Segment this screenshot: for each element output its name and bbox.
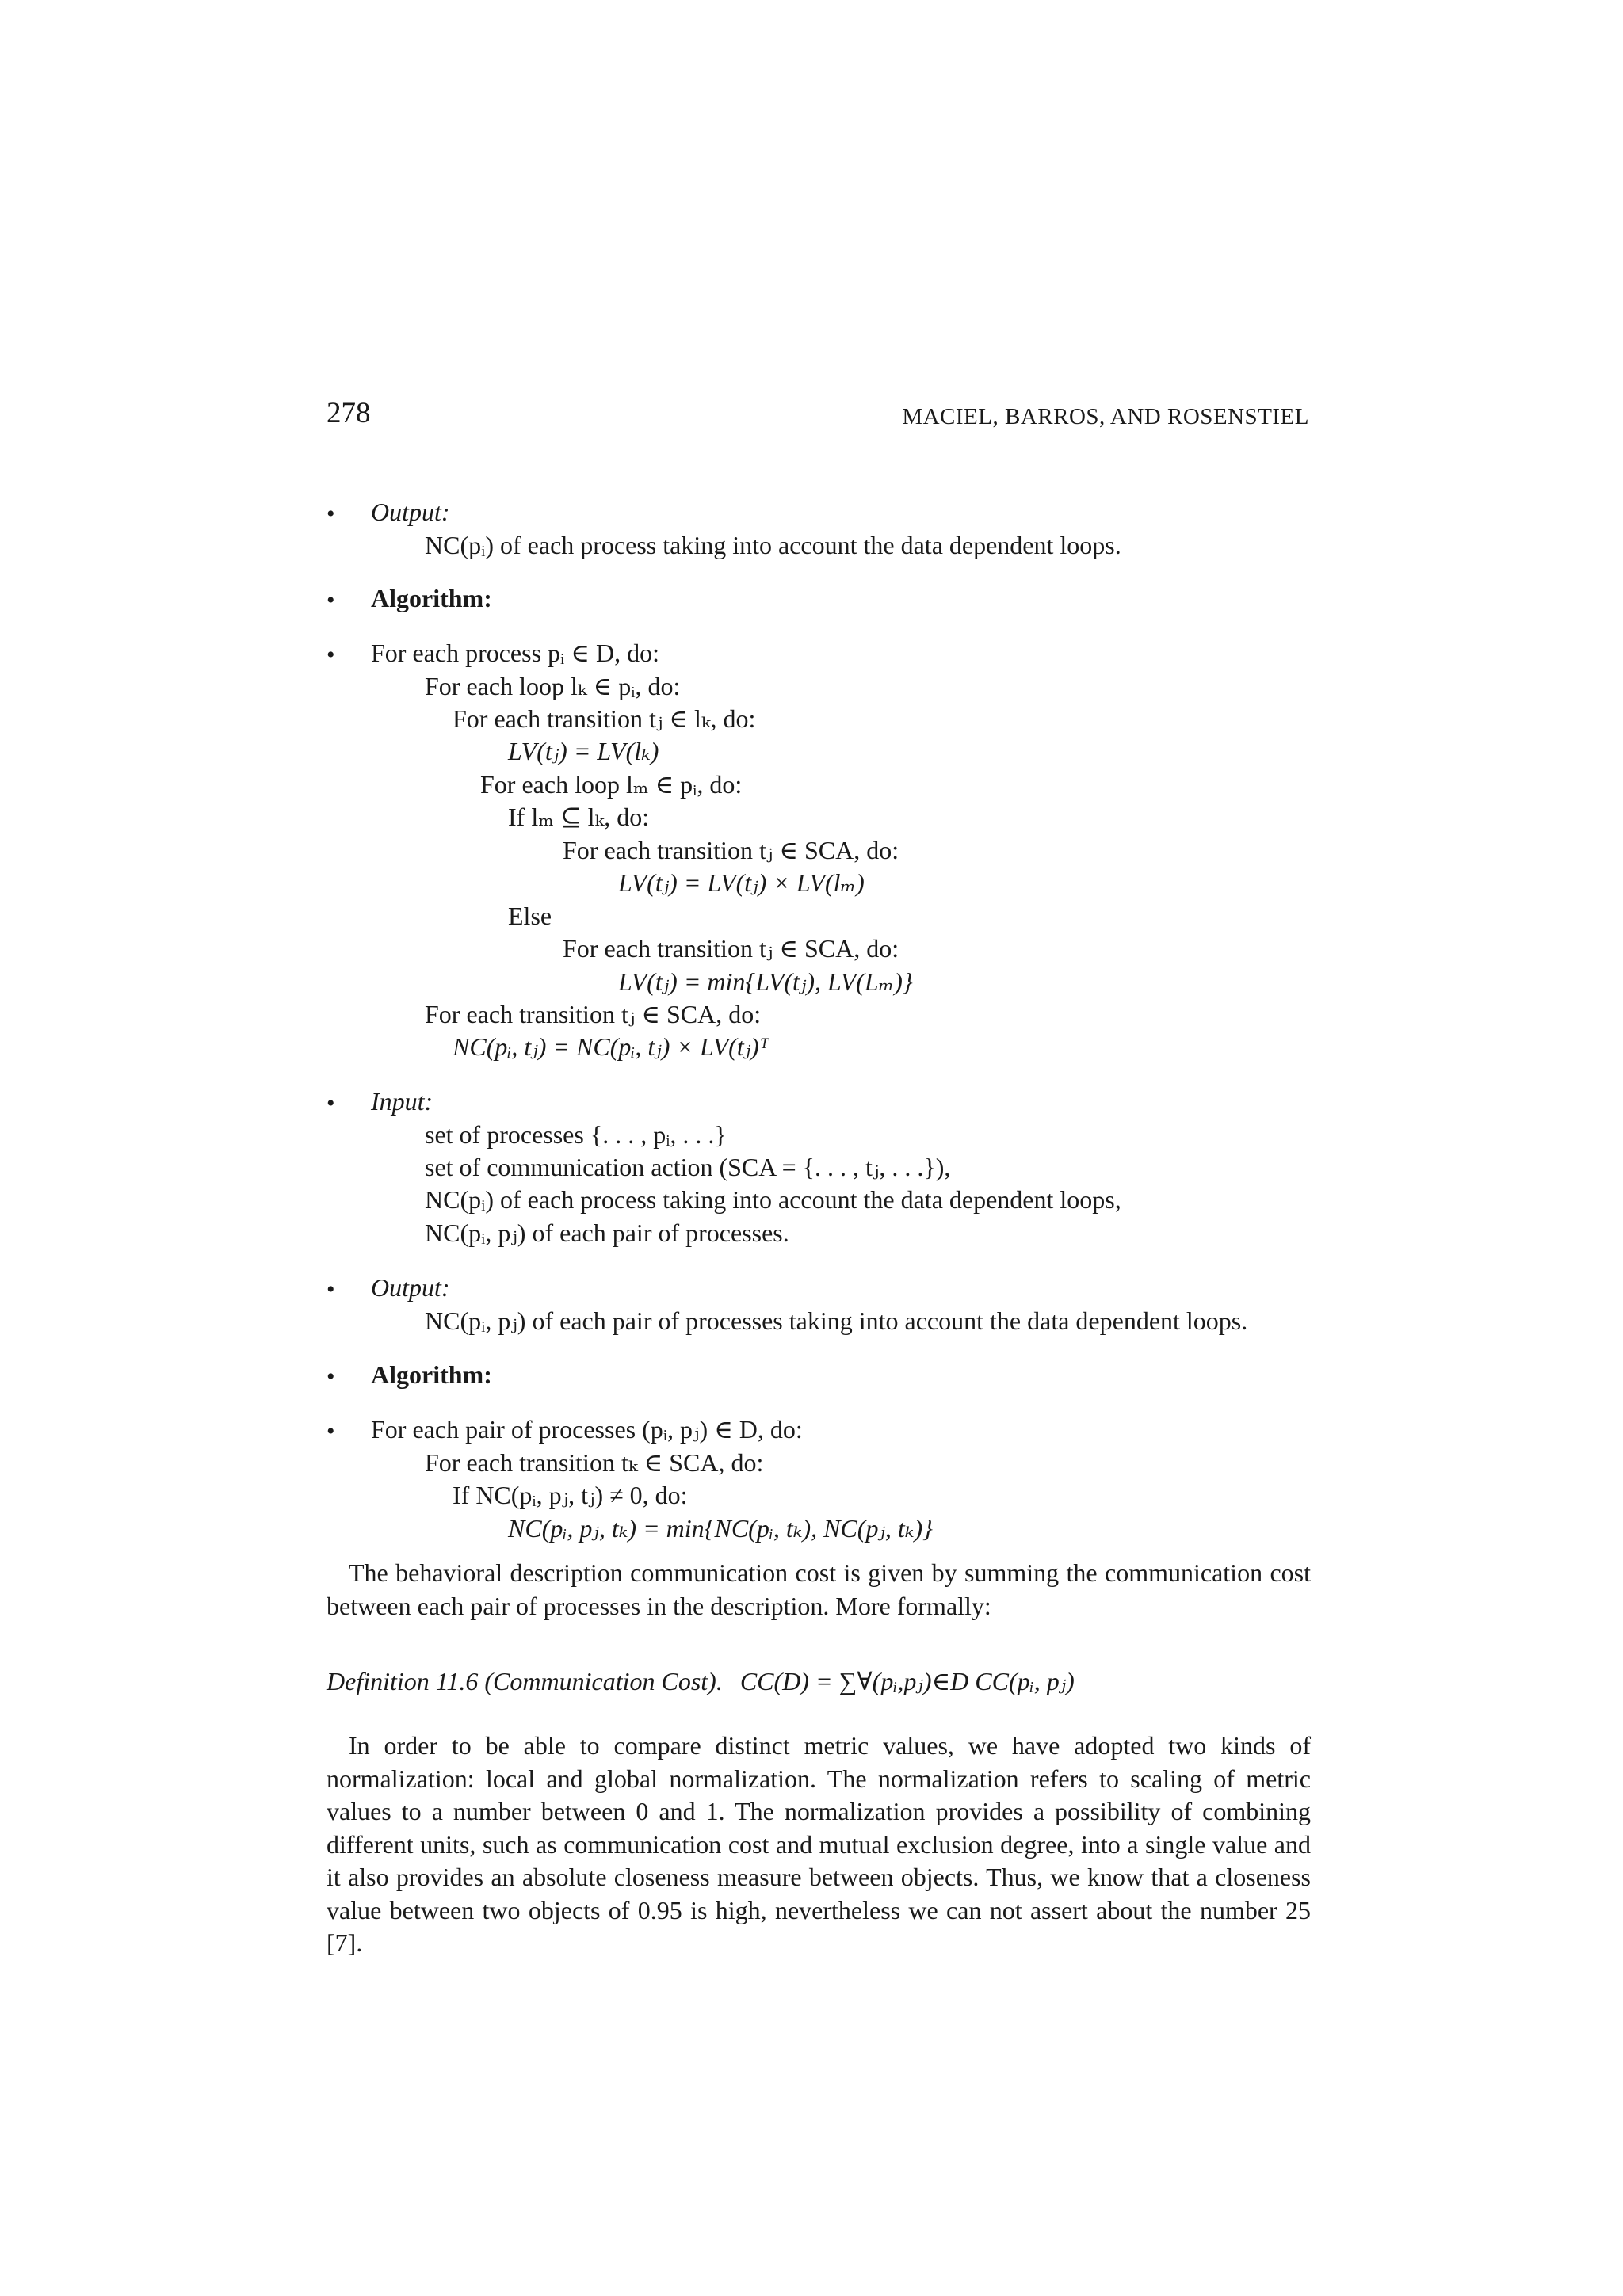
algorithm-line: For each transition tⱼ ∈ lₖ, do:	[453, 704, 756, 733]
output-text: NC(pᵢ) of each process taking into account the data dependent loops.	[425, 531, 1121, 559]
paragraph: In order to be able to compare distinct metric values, we have adopted two kinds of normalization: local and global normalization. The normalization refers to scaling of metric values to a number between 0 and 1. The normalization provides a possibility of combining different units, such as communication cost and mutual exclusion degree, into a single value and it also provides an absolute closeness measure between objects. Thus, we know that a closeness value between two objects of 0.95 is high, nevertheless we can not assert about the number 25 [7].	[327, 1731, 1311, 1957]
running-head: MACIEL, BARROS, AND ROSENSTIEL	[902, 404, 1309, 429]
algorithm-line: For each loop lₖ ∈ pᵢ, do:	[425, 672, 681, 700]
algorithm-line: NC(pᵢ, pⱼ, tₖ) = min{NC(pᵢ, tₖ), NC(pⱼ, tₖ)}	[508, 1514, 933, 1543]
bullet: •	[327, 501, 335, 527]
algorithm-line: For each transition tₖ ∈ SCA, do:	[425, 1448, 764, 1477]
input-line: set of communication action (SCA = {. . . , tⱼ, . . .}),	[425, 1153, 951, 1181]
input-line: set of processes {. . . , pᵢ, . . .}	[425, 1120, 727, 1149]
page-number: 278	[327, 397, 371, 429]
algorithm-line: If lₘ ⊆ lₖ, do:	[508, 803, 650, 831]
definition-label: Definition 11.6 (Communication Cost).	[327, 1667, 723, 1695]
algorithm-label: Algorithm:	[371, 1360, 492, 1389]
output-label: Output:	[371, 498, 450, 526]
algorithm-line: For each transition tⱼ ∈ SCA, do:	[563, 934, 899, 963]
bullet: •	[327, 1363, 335, 1390]
bullet: •	[327, 1276, 335, 1302]
algorithm-line: LV(tⱼ) = LV(tⱼ) × LV(lₘ)	[618, 868, 865, 897]
algorithm-line: For each loop lₘ ∈ pᵢ, do:	[480, 770, 743, 799]
paragraph: The behavioral description communication cost is given by summing the communication cost between each pair of processes in the description. More formally:	[327, 1558, 1311, 1620]
output-text: NC(pᵢ, pⱼ) of each pair of processes taking into account the data dependent loops.	[425, 1306, 1248, 1335]
algorithm-line: If NC(pᵢ, pⱼ, tⱼ) ≠ 0, do:	[453, 1481, 688, 1509]
definition	[327, 1666, 1075, 1696]
algorithm-line: For each transition tⱼ ∈ SCA, do:	[425, 1000, 762, 1028]
bullet: •	[327, 1418, 335, 1444]
bullet: •	[327, 587, 335, 613]
bullet: •	[327, 1090, 335, 1116]
input-line: NC(pᵢ) of each process taking into account the data dependent loops,	[425, 1185, 1121, 1214]
definition-formula: CC(D) = ∑∀(pᵢ,pⱼ)∈D CC(pᵢ, pⱼ)	[739, 1667, 1075, 1695]
output-label: Output:	[371, 1273, 450, 1302]
algorithm-line: LV(tⱼ) = LV(lₖ)	[508, 737, 659, 765]
algorithm-line: Else	[508, 902, 552, 930]
algorithm-line: LV(tⱼ) = min{LV(tⱼ), LV(Lₘ)}	[618, 967, 913, 996]
bullet: •	[327, 642, 335, 668]
algorithm-line: For each transition tⱼ ∈ SCA, do:	[563, 836, 899, 864]
algorithm-label: Algorithm:	[371, 584, 492, 612]
input-line: NC(pᵢ, pⱼ) of each pair of processes.	[425, 1219, 789, 1247]
algorithm-line: For each pair of processes (pᵢ, pⱼ) ∈ D, do:	[371, 1415, 803, 1444]
input-label: Input:	[371, 1087, 433, 1116]
algorithm-line: NC(pᵢ, tⱼ) = NC(pᵢ, tⱼ) × LV(tⱼ)ᵀ	[453, 1032, 769, 1061]
algorithm-line: For each process pᵢ ∈ D, do:	[371, 639, 659, 667]
